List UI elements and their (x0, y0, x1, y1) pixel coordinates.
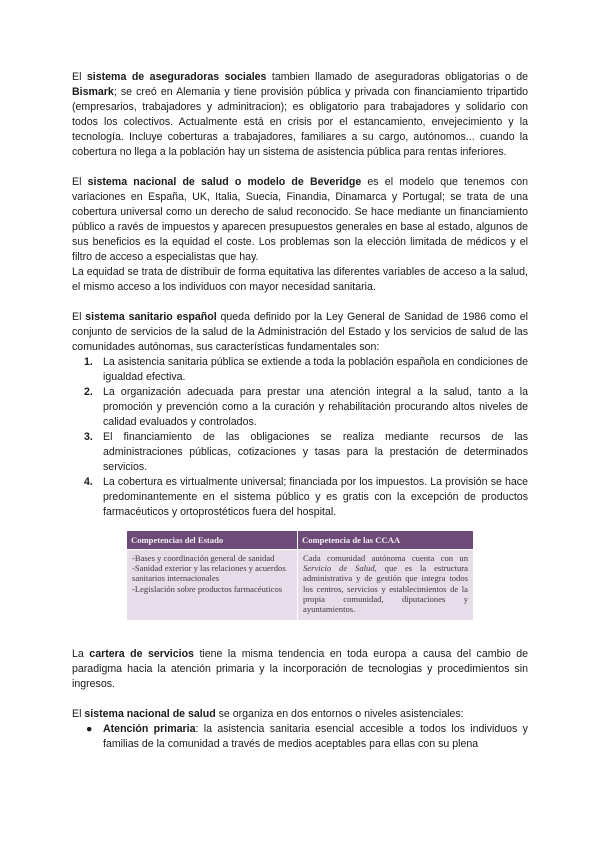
list-text: : la asistencia sanitaria esencial accesible a todos los individuos y familias de la comunidad a través de medios aceptables para ellas con su plena (103, 723, 528, 751)
table-header-estado: Competencias del Estado (127, 531, 298, 550)
paragraph-beveridge (72, 175, 528, 265)
bold-term: cartera de servicios (89, 648, 194, 661)
text: La (72, 648, 90, 661)
bold-term: sistema sanitario español (85, 311, 217, 323)
list-text: La cobertura es virtualmente universal; financiada por los impuestos. La provisión se hace predominantemente en el sistema público y es gratis con la excepción de productos farmacéuticos y ortoprostéticos fuera del hospital. (103, 476, 528, 518)
list-item (84, 475, 528, 520)
bold-term: sistema nacional de salud (84, 708, 216, 721)
list-number: 4. (84, 476, 93, 488)
bold-term: Atención primaria (103, 723, 196, 736)
table-header-ccaa: Competencia de las CCAA (298, 531, 474, 550)
paragraph-cartera (72, 647, 528, 692)
text: El (72, 311, 86, 323)
table-row (127, 550, 474, 621)
list-item (86, 722, 528, 752)
text: El (72, 71, 87, 83)
list-text: La asistencia sanitaria pública se extiende a toda la población española en condiciones de igualdad efectiva. (103, 356, 528, 383)
text: se organiza en dos entornos o niveles asistenciales: (215, 708, 464, 721)
text: ; se creó en Alemania y tiene provisión pública y privada con financiamiento tripartido (empresarios, trabajadores y adminitracion); es obligatorio para trabajadores y solidario con todos los colectivos. Actualmente está en crisis por el estancamiento, envejecimiento y la tecnología. Incluye coberturas a trabajadores, familiares a su cargo, autónomos... cuando la cobertura no llega a la población hay un sistema de asistencia pública para rentas inferiores. (72, 86, 528, 158)
list-item (84, 355, 528, 385)
italic-term: Servicio de Salud (303, 563, 375, 574)
list-number: 2. (84, 386, 93, 398)
document-page (72, 70, 528, 752)
bold-term: Bismark (72, 86, 114, 98)
bullet-icon: ● (86, 723, 93, 736)
niveles-list (72, 722, 528, 752)
table-cell-estado (127, 550, 298, 621)
bold-term: sistema nacional de salud o modelo de Beveridge (87, 176, 362, 188)
list-item (84, 385, 528, 430)
table-cell-ccaa (298, 550, 474, 621)
text: Cada comunidad autónoma cuenta con un (303, 553, 468, 563)
competencia-line: -Sanidad exterior y las relaciones y acuerdos sanitarios internacionales (132, 563, 286, 584)
text: El (72, 176, 88, 188)
text: , que es la estructura administrativa y de gestión que integra todos los centros, servicios y establecimientos de la propia comunidad, diputaciones y ayuntamientos. (303, 563, 468, 615)
text: tiene la misma tendencia en toda europa a causa del cambio de paradigma hacia la atención primaria y la incorporación de tecnologias y procedimientos sin ingresos. (72, 648, 528, 691)
table-header-row (127, 531, 474, 550)
list-item (84, 430, 528, 475)
paragraph-sistema-espanol (72, 310, 528, 355)
characteristics-list (72, 355, 528, 520)
competencia-line: -Bases y coordinación general de sanidad (132, 553, 275, 563)
competencias-table-wrapper (72, 530, 528, 621)
list-text: El financiamiento de las obligaciones se realiza mediante recursos de las administraciones públicas, cotizaciones y tasas para la prestación de determinados servicios. (103, 431, 528, 473)
bold-term: sistema de aseguradoras sociales (86, 71, 267, 83)
paragraph-bismark (72, 70, 528, 160)
list-text: La organización adecuada para prestar una atención integral a la salud, tanto a la promoción y prevención como a la curación y rehabilitación procurando altos niveles de calidad evaluados y controlados. (103, 386, 528, 428)
list-number: 3. (84, 431, 93, 443)
paragraph-equidad: La equidad se trata de distribuir de forma equitativa las diferentes variables de acceso a la salud, el mismo acceso a los individuos con mayor necesidad sanitaria. (72, 266, 528, 293)
paragraph-niveles (72, 707, 528, 722)
text: tambien llamado de aseguradoras obligatorias o de (266, 71, 528, 83)
text: es el modelo que tenemos con variaciones en España, UK, Italia, Suecia, Finandia, Dinamarca y Portugal; se trata de una cobertura universal como un derecho de salud reconocido. Se hace mediante un financiamiento público a ravés de impuestos y aparecen presupuestos generales en base al estado, algunos de sus beneficios es la equidad el coste. Los problemas son la elección limitada de médicos y el filtro de acceso a especialistas que hay. (72, 176, 528, 263)
competencia-line: -Legislación sobre productos farmacéuticos (132, 583, 283, 594)
list-number: 1. (84, 356, 93, 368)
text: El (72, 708, 85, 721)
competencias-table (126, 530, 474, 621)
text: queda definido por la Ley General de Sanidad de 1986 como el conjunto de servicios de la salud de la Administración del Estado y los servicios de salud de las comunidades autónomas, sus características fundamentales son: (72, 311, 528, 353)
